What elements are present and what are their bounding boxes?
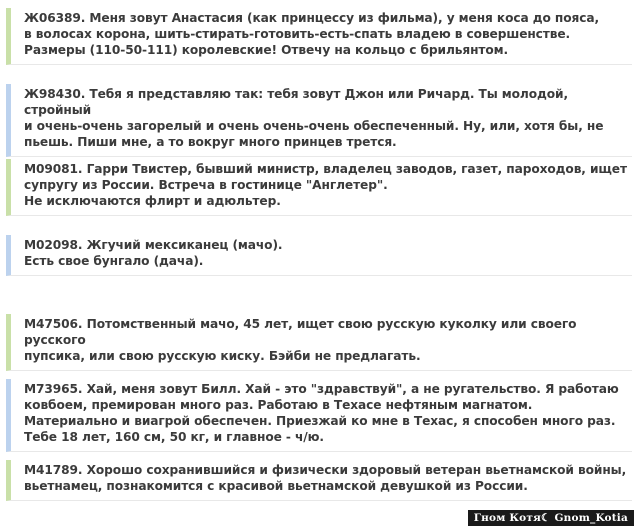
ad-item-5 xyxy=(6,314,632,371)
ad-text: М47506. Потомственный мачо, 45 лет, ищет свою русскую куколку или своего русского пупсика, или свою русскую киску. Бэйби не предлагать. xyxy=(24,317,577,363)
ad-text: М09081. Гарри Твистер, бывший министр, владелец заводов, газет, пароходов, ищет супругу из России. Встреча в гостинице "Англетер". Не исключаются флирт и адюльтер. xyxy=(24,162,627,208)
ad-item-3 xyxy=(6,159,632,216)
ad-text: М73965. Хай, меня зовут Билл. Хай - это "здравствуй", а не ругательство. Я работаю ковбоем, премирован много раз. Работаю в Техасе нефтяным магнатом. Материально и виагрой обеспечен. Приезжай ко мне в Техас, я способен много раз. Тебе 18 лет, 160 см, 50 кг, и главное - ч/ю. xyxy=(24,382,619,444)
ad-text: Ж06389. Меня зовут Анастасия (как принцессу из фильма), у меня коса до пояса, в волосах корона, шить-стирать-готовить-есть-спать владею в совершенстве. Размеры (110-50-111) королевские! Отвечу на кольцо с брильянтом. xyxy=(24,11,599,57)
ad-text: Ж98430. Тебя я представляю так: тебя зовут Джон или Ричард. Ты молодой, стройный и очень-очень загорелый и очень очень-очень обеспеченный. Ну, или, хотя бы, не пьешь. Пиши мне, а то вокруг много принцев трется. xyxy=(24,87,604,149)
watermark: Гном Котя☾ Gnom_Kotia xyxy=(468,510,634,526)
ad-item-7 xyxy=(6,460,632,501)
ad-text: М02098. Жгучий мексиканец (мачо). Есть свое бунгало (дача). xyxy=(24,238,283,268)
ad-item-2 xyxy=(6,84,632,157)
ad-item-4 xyxy=(6,235,632,276)
ad-text: М41789. Хорошо сохранившийся и физически здоровый ветеран вьетнамской войны, вьетнамец, познакомится с красивой вьетнамской девушкой из России. xyxy=(24,463,627,493)
ad-item-6 xyxy=(6,379,632,452)
ad-item-1 xyxy=(6,8,632,65)
